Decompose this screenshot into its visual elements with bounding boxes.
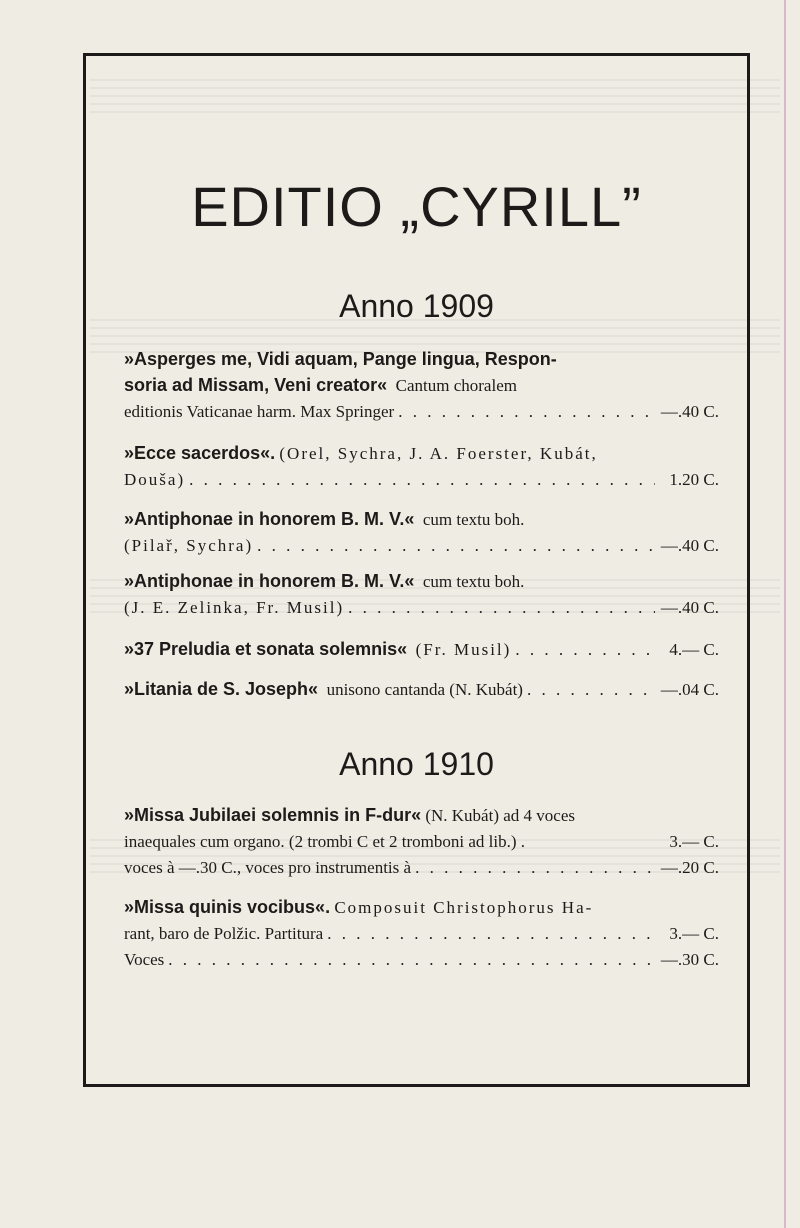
leader-dots bbox=[348, 595, 655, 621]
entry-text: cum textu boh. bbox=[422, 572, 525, 591]
entry-title: »Antiphonae in honorem B. M. V.« bbox=[124, 571, 415, 591]
leader-dots bbox=[257, 533, 655, 559]
leader-dots bbox=[527, 677, 655, 703]
section-year-1910: Anno 1910 bbox=[339, 746, 494, 782]
entry-text: voces à —.30 C., voces pro instrumentis à bbox=[124, 858, 412, 877]
list-item bbox=[124, 676, 719, 703]
list-item bbox=[124, 636, 719, 663]
list-item bbox=[124, 568, 719, 621]
list-item bbox=[124, 894, 719, 973]
entry-text: rant, baro de Polžic. Partitura bbox=[124, 924, 324, 943]
list-item bbox=[124, 440, 719, 493]
entry-text: Douša) bbox=[124, 470, 186, 489]
entry-title-cont: soria ad Missam, Veni creator« bbox=[124, 375, 388, 395]
entry-text: inaequales cum organo. (2 trombi C et 2 tromboni ad lib.) . bbox=[124, 832, 525, 851]
leader-dots bbox=[415, 855, 655, 881]
entry-price: 3.— C. bbox=[669, 832, 719, 851]
entry-title: »Asperges me, Vidi aquam, Pange lingua, Respon- bbox=[124, 349, 557, 369]
entry-price: —.30 C. bbox=[660, 950, 719, 969]
page-edge bbox=[784, 0, 786, 1228]
section-year-1909: Anno 1909 bbox=[339, 288, 494, 324]
entry-title: »Antiphonae in honorem B. M. V.« bbox=[124, 509, 415, 529]
entry-text: editionis Vaticanae harm. Max Springer bbox=[124, 402, 395, 421]
entry-title: »Litania de S. Joseph« bbox=[124, 679, 319, 699]
entry-text: unisono cantanda (N. Kubát) bbox=[326, 680, 523, 699]
entry-title: »Ecce sacerdos«. bbox=[124, 443, 276, 463]
entry-title: »Missa quinis vocibus«. bbox=[124, 897, 331, 917]
leader-dots bbox=[168, 947, 655, 973]
entry-price: —.40 C. bbox=[660, 598, 719, 617]
entry-text: (Fr. Musil) bbox=[415, 640, 512, 659]
page-title: EDITIO „CYRILL” bbox=[191, 175, 642, 238]
list-item bbox=[124, 346, 719, 425]
entry-price: —.20 C. bbox=[660, 858, 719, 877]
entry-text: (Orel, Sychra, J. A. Foerster, Kubát, bbox=[279, 444, 598, 463]
entry-title: »Missa Jubilaei solemnis in F-dur« bbox=[124, 805, 422, 825]
entry-text: (Pilař, Sychra) bbox=[124, 536, 254, 555]
entry-text: (J. E. Zelinka, Fr. Musil) bbox=[124, 598, 345, 617]
entry-text: cum textu boh. bbox=[422, 510, 525, 529]
list-item bbox=[124, 506, 719, 559]
leader-dots bbox=[398, 399, 655, 425]
entry-price: —.40 C. bbox=[660, 536, 719, 555]
entry-text: (N. Kubát) ad 4 voces bbox=[425, 806, 575, 825]
entry-text: Cantum choralem bbox=[395, 376, 517, 395]
leader-dots bbox=[515, 637, 655, 663]
entry-text: Voces bbox=[124, 950, 165, 969]
advertisement-frame bbox=[83, 53, 750, 1087]
entry-title: »37 Preludia et sonata solemnis« bbox=[124, 639, 408, 659]
entry-price: 4.— C. bbox=[669, 640, 719, 659]
list-item bbox=[124, 802, 719, 881]
entry-price: —.40 C. bbox=[660, 402, 719, 421]
entry-price: 3.— C. bbox=[669, 924, 719, 943]
leader-dots bbox=[327, 921, 655, 947]
entry-text: Composuit Christophorus Ha- bbox=[334, 898, 594, 917]
entry-price: —.04 C. bbox=[660, 680, 719, 699]
leader-dots bbox=[189, 467, 655, 493]
entry-price: 1.20 C. bbox=[669, 470, 719, 489]
